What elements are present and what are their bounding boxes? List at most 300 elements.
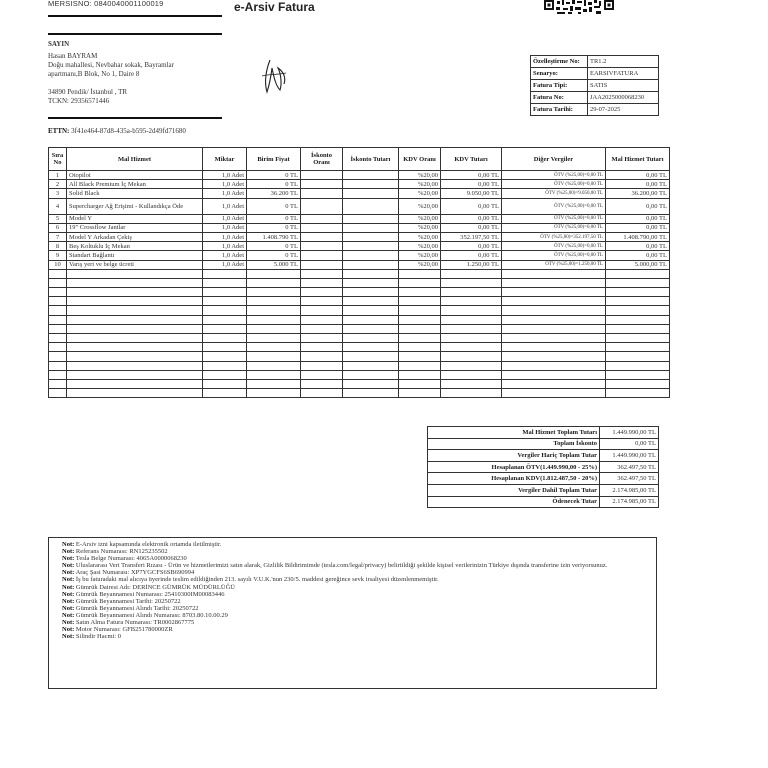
note-prefix: Not: bbox=[62, 619, 75, 627]
row-qty: 1,0 Adet bbox=[203, 180, 247, 189]
col-header-qty: Miktar bbox=[203, 148, 247, 171]
invoice-info-table bbox=[530, 55, 659, 116]
empty-table-row bbox=[49, 343, 670, 352]
empty-cell bbox=[49, 334, 67, 343]
table-row bbox=[49, 189, 670, 198]
row-other-taxes: ÖTV (%25,00)=0,00 TL bbox=[502, 214, 606, 223]
table-row bbox=[49, 251, 670, 260]
mersis-number: MERSISNO: 0840040001100019 bbox=[48, 0, 164, 8]
empty-cell bbox=[203, 361, 247, 370]
row-kdv-amount: 0,00 TL bbox=[441, 171, 502, 180]
empty-cell bbox=[67, 297, 203, 306]
totals-label: Vergiler Dahil Toplam Tutar bbox=[428, 484, 600, 496]
note-prefix: Not: bbox=[62, 569, 75, 577]
table-row bbox=[49, 198, 670, 214]
empty-cell bbox=[502, 297, 606, 306]
empty-cell bbox=[301, 370, 343, 379]
empty-cell bbox=[606, 370, 670, 379]
note-text: Uluslararası Veri Transferi Rızası - Ürün ve hizmetlerimizi satın alarak, Gizlilik Bildirimimde (tesla.com/legal/privacy) belirtildiği şekilde kişisel verilerinizin Türkiye dışında transferine izin veriyorsunuz. bbox=[75, 562, 608, 570]
empty-table-row bbox=[49, 315, 670, 324]
totals-label: Hesaplanan ÖTV(1.449.990,00 - 25%) bbox=[428, 461, 600, 473]
row-no: 10 bbox=[49, 260, 67, 269]
totals-value: 1.449.990,00 TL bbox=[600, 427, 659, 439]
row-kdv-amount: 0,00 TL bbox=[441, 198, 502, 214]
empty-cell bbox=[301, 324, 343, 333]
col-header-item: Mal Hizmet bbox=[67, 148, 203, 171]
row-discount-amount bbox=[343, 260, 399, 269]
empty-cell bbox=[399, 278, 441, 287]
note-line bbox=[49, 619, 656, 626]
row-no: 6 bbox=[49, 223, 67, 232]
row-kdv-rate: %20,00 bbox=[399, 198, 441, 214]
empty-cell bbox=[247, 306, 301, 315]
empty-cell bbox=[49, 324, 67, 333]
empty-cell bbox=[49, 297, 67, 306]
note-line bbox=[49, 598, 656, 605]
empty-cell bbox=[67, 288, 203, 297]
row-no: 2 bbox=[49, 180, 67, 189]
info-row bbox=[531, 104, 659, 116]
info-label: Özelleştirme No: bbox=[531, 56, 588, 68]
info-row bbox=[531, 80, 659, 92]
empty-cell bbox=[441, 278, 502, 287]
row-discount-amount bbox=[343, 251, 399, 260]
totals-value: 1.449.990,00 TL bbox=[600, 450, 659, 462]
row-kdv-rate: %20,00 bbox=[399, 232, 441, 241]
row-qty: 1,0 Adet bbox=[203, 242, 247, 251]
note-line bbox=[49, 541, 656, 548]
totals-value: 362.497,50 TL bbox=[600, 473, 659, 485]
row-discount-amount bbox=[343, 214, 399, 223]
empty-cell bbox=[301, 334, 343, 343]
empty-cell bbox=[441, 361, 502, 370]
empty-cell bbox=[502, 324, 606, 333]
empty-cell bbox=[301, 269, 343, 278]
signature-icon bbox=[258, 56, 288, 96]
row-no: 5 bbox=[49, 214, 67, 223]
row-qty: 1,0 Adet bbox=[203, 223, 247, 232]
row-item-name: Varış yeri ve belge ücreti bbox=[67, 260, 203, 269]
row-other-taxes: ÖTV (%25,00)=0,00 TL bbox=[502, 223, 606, 232]
empty-cell bbox=[67, 278, 203, 287]
row-other-taxes: ÖTV (%25,00)=1.250,00 TL bbox=[502, 260, 606, 269]
empty-cell bbox=[67, 361, 203, 370]
empty-cell bbox=[301, 361, 343, 370]
row-kdv-amount: 0,00 TL bbox=[441, 180, 502, 189]
empty-cell bbox=[203, 269, 247, 278]
row-total: 0,00 TL bbox=[606, 198, 670, 214]
row-item-name: Standart Bağlantı bbox=[67, 251, 203, 260]
empty-cell bbox=[203, 343, 247, 352]
empty-cell bbox=[441, 306, 502, 315]
buyer-top-rule bbox=[48, 33, 222, 35]
empty-cell bbox=[247, 269, 301, 278]
note-text: Motor Numarası: GFB251780000ZR bbox=[75, 626, 173, 634]
empty-cell bbox=[301, 288, 343, 297]
row-total: 0,00 TL bbox=[606, 242, 670, 251]
empty-cell bbox=[203, 288, 247, 297]
empty-cell bbox=[343, 379, 399, 388]
col-header-no: Sıra No bbox=[49, 148, 67, 171]
note-line bbox=[49, 591, 656, 598]
empty-cell bbox=[301, 379, 343, 388]
row-item-name: Solid Black bbox=[67, 189, 203, 198]
note-prefix: Not: bbox=[62, 626, 75, 634]
row-kdv-amount: 0,00 TL bbox=[441, 242, 502, 251]
totals-row bbox=[428, 438, 659, 450]
empty-cell bbox=[441, 315, 502, 324]
empty-cell bbox=[502, 379, 606, 388]
empty-cell bbox=[49, 379, 67, 388]
buyer-salutation: SAYIN bbox=[48, 40, 70, 48]
empty-cell bbox=[343, 334, 399, 343]
empty-cell bbox=[49, 269, 67, 278]
row-unit-price: 0 TL bbox=[247, 214, 301, 223]
empty-cell bbox=[247, 352, 301, 361]
empty-cell bbox=[502, 389, 606, 398]
empty-cell bbox=[49, 343, 67, 352]
empty-cell bbox=[441, 343, 502, 352]
empty-cell bbox=[606, 269, 670, 278]
row-other-taxes: ÖTV (%25,00)=0,00 TL bbox=[502, 180, 606, 189]
info-row bbox=[531, 92, 659, 104]
empty-cell bbox=[301, 352, 343, 361]
row-discount-amount bbox=[343, 189, 399, 198]
note-prefix: Not: bbox=[62, 541, 75, 548]
row-total: 5.000,00 TL bbox=[606, 260, 670, 269]
info-label: Senaryo: bbox=[531, 68, 588, 80]
empty-cell bbox=[399, 288, 441, 297]
empty-cell bbox=[441, 334, 502, 343]
totals-value: 0,00 TL bbox=[600, 438, 659, 450]
totals-value: 2.174.985,00 TL bbox=[600, 484, 659, 496]
empty-cell bbox=[247, 334, 301, 343]
empty-cell bbox=[301, 278, 343, 287]
empty-table-row bbox=[49, 297, 670, 306]
row-kdv-rate: %20,00 bbox=[399, 251, 441, 260]
row-kdv-rate: %20,00 bbox=[399, 242, 441, 251]
empty-cell bbox=[203, 352, 247, 361]
note-line bbox=[49, 626, 656, 633]
empty-cell bbox=[606, 306, 670, 315]
empty-cell bbox=[203, 324, 247, 333]
row-total: 0,00 TL bbox=[606, 180, 670, 189]
note-text: Gümrük Beyannamesi Numarası: 25410300IM00083446 bbox=[75, 590, 225, 598]
note-text: Araç Şasi Numarası: XP7YGCFS6SB690994 bbox=[75, 569, 195, 577]
row-kdv-rate: %20,00 bbox=[399, 171, 441, 180]
info-label: Fatura Tipi: bbox=[531, 80, 588, 92]
row-other-taxes: ÖTV (%25,00)=9.050,00 TL bbox=[502, 189, 606, 198]
row-unit-price: 0 TL bbox=[247, 198, 301, 214]
empty-cell bbox=[343, 297, 399, 306]
row-kdv-amount: 0,00 TL bbox=[441, 214, 502, 223]
empty-cell bbox=[301, 389, 343, 398]
totals-row bbox=[428, 484, 659, 496]
empty-cell bbox=[67, 334, 203, 343]
note-prefix: Not: bbox=[62, 562, 75, 570]
note-line bbox=[49, 612, 656, 619]
empty-cell bbox=[203, 334, 247, 343]
empty-cell bbox=[441, 352, 502, 361]
empty-cell bbox=[502, 278, 606, 287]
empty-table-row bbox=[49, 379, 670, 388]
empty-cell bbox=[67, 306, 203, 315]
totals-value: 362.497,50 TL bbox=[600, 461, 659, 473]
empty-cell bbox=[343, 343, 399, 352]
row-item-name: Otopilot bbox=[67, 171, 203, 180]
empty-cell bbox=[247, 278, 301, 287]
row-discount-rate bbox=[301, 214, 343, 223]
row-kdv-amount: 1.250,00 TL bbox=[441, 260, 502, 269]
col-header-other-taxes: Diğer Vergiler bbox=[502, 148, 606, 171]
row-total: 36.200,00 TL bbox=[606, 189, 670, 198]
table-row bbox=[49, 242, 670, 251]
empty-cell bbox=[343, 288, 399, 297]
empty-cell bbox=[247, 315, 301, 324]
row-kdv-rate: %20,00 bbox=[399, 189, 441, 198]
empty-cell bbox=[606, 315, 670, 324]
empty-cell bbox=[441, 389, 502, 398]
row-discount-amount bbox=[343, 180, 399, 189]
items-table bbox=[48, 147, 670, 398]
note-line bbox=[49, 548, 656, 555]
row-no: 4 bbox=[49, 198, 67, 214]
empty-cell bbox=[203, 315, 247, 324]
empty-cell bbox=[343, 315, 399, 324]
row-discount-rate bbox=[301, 251, 343, 260]
row-item-name: Model Y bbox=[67, 214, 203, 223]
col-header-kdv-rate: KDV Oranı bbox=[399, 148, 441, 171]
empty-cell bbox=[502, 370, 606, 379]
empty-cell bbox=[301, 306, 343, 315]
note-prefix: Not: bbox=[62, 611, 75, 619]
note-line bbox=[49, 562, 656, 569]
info-value: JAA2025000068230 bbox=[588, 92, 659, 104]
empty-cell bbox=[67, 389, 203, 398]
table-row bbox=[49, 223, 670, 232]
empty-cell bbox=[247, 361, 301, 370]
table-row bbox=[49, 180, 670, 189]
info-value: EARSIVFATURA bbox=[588, 68, 659, 80]
row-other-taxes: ÖTV (%25,00)=0,00 TL bbox=[502, 171, 606, 180]
note-prefix: Not: bbox=[62, 548, 75, 556]
row-total: 0,00 TL bbox=[606, 223, 670, 232]
empty-cell bbox=[399, 315, 441, 324]
note-text: E-Arsiv izni kapsamında elektronik ortamda iletilmiştir. bbox=[75, 541, 222, 548]
totals-label: Hesaplanan KDV(1.812.487,50 - 20%) bbox=[428, 473, 600, 485]
note-text: Gümrük Beyannamesi Tarihi: 20250722 bbox=[75, 597, 181, 605]
buyer-bottom-rule bbox=[48, 117, 222, 119]
row-item-name: All Black Premium İç Mekan bbox=[67, 180, 203, 189]
col-header-discount-rate: İskonto Oranı bbox=[301, 148, 343, 171]
totals-row bbox=[428, 427, 659, 439]
buyer-tckn: TCKN: 29356571446 bbox=[48, 97, 110, 105]
col-header-kdv-amount: KDV Tutarı bbox=[441, 148, 502, 171]
empty-cell bbox=[343, 306, 399, 315]
empty-cell bbox=[502, 269, 606, 278]
note-prefix: Not: bbox=[62, 597, 75, 605]
empty-cell bbox=[606, 389, 670, 398]
buyer-address-line-1: Doğu mahallesi, Nevbahar sokak, Bayramlar bbox=[48, 61, 174, 69]
row-qty: 1,0 Adet bbox=[203, 260, 247, 269]
empty-cell bbox=[606, 297, 670, 306]
row-unit-price: 0 TL bbox=[247, 171, 301, 180]
empty-cell bbox=[67, 269, 203, 278]
empty-cell bbox=[399, 370, 441, 379]
empty-cell bbox=[49, 315, 67, 324]
notes-box bbox=[48, 537, 657, 689]
row-other-taxes: ÖTV (%25,00)=0,00 TL bbox=[502, 242, 606, 251]
row-kdv-amount: 352.197,50 TL bbox=[441, 232, 502, 241]
empty-cell bbox=[502, 334, 606, 343]
row-qty: 1,0 Adet bbox=[203, 198, 247, 214]
empty-cell bbox=[203, 370, 247, 379]
empty-table-row bbox=[49, 389, 670, 398]
col-header-total: Mal Hizmet Tutarı bbox=[606, 148, 670, 171]
row-discount-amount bbox=[343, 232, 399, 241]
empty-cell bbox=[247, 389, 301, 398]
info-row bbox=[531, 56, 659, 68]
row-discount-amount bbox=[343, 171, 399, 180]
note-prefix: Not: bbox=[62, 604, 75, 612]
ettn bbox=[48, 127, 186, 135]
buyer-name: Hasan BAYRAM bbox=[48, 52, 98, 60]
totals-row bbox=[428, 461, 659, 473]
empty-cell bbox=[247, 343, 301, 352]
empty-cell bbox=[49, 278, 67, 287]
empty-table-row bbox=[49, 278, 670, 287]
empty-cell bbox=[343, 269, 399, 278]
note-prefix: Not: bbox=[62, 555, 75, 563]
row-unit-price: 0 TL bbox=[247, 251, 301, 260]
empty-cell bbox=[441, 269, 502, 278]
row-discount-rate bbox=[301, 180, 343, 189]
table-row bbox=[49, 171, 670, 180]
empty-cell bbox=[343, 278, 399, 287]
empty-cell bbox=[203, 306, 247, 315]
items-header-row bbox=[49, 148, 670, 171]
empty-cell bbox=[606, 334, 670, 343]
info-value: 29-07-2025 bbox=[588, 104, 659, 116]
row-qty: 1,0 Adet bbox=[203, 232, 247, 241]
row-item-name: Model Y Arkadan Çekiş bbox=[67, 232, 203, 241]
table-row bbox=[49, 232, 670, 241]
note-prefix: Not: bbox=[62, 583, 75, 591]
note-text: Silindir Hacmi: 0 bbox=[75, 633, 122, 641]
note-text: Gümrük Dairesi Adı: DERİNCE GÜMRÜK MÜDÜRLÜĞÜ bbox=[75, 583, 235, 591]
totals-label: Vergiler Hariç Toplam Tutar bbox=[428, 450, 600, 462]
empty-cell bbox=[67, 324, 203, 333]
empty-cell bbox=[203, 278, 247, 287]
row-other-taxes: ÖTV (%25,00)=0,00 TL bbox=[502, 251, 606, 260]
row-discount-rate bbox=[301, 189, 343, 198]
empty-cell bbox=[441, 324, 502, 333]
empty-cell bbox=[49, 389, 67, 398]
empty-table-row bbox=[49, 361, 670, 370]
note-text: Gümrük Beyannamesi Alındı Tarihi: 20250722 bbox=[75, 604, 199, 612]
row-discount-amount bbox=[343, 223, 399, 232]
qr-code-icon bbox=[544, 0, 616, 14]
row-kdv-rate: %20,00 bbox=[399, 214, 441, 223]
empty-table-row bbox=[49, 269, 670, 278]
row-total: 0,00 TL bbox=[606, 251, 670, 260]
row-kdv-rate: %20,00 bbox=[399, 223, 441, 232]
buyer-city: 34890 Pendik/ İstanbul , TR bbox=[48, 88, 128, 96]
empty-cell bbox=[502, 306, 606, 315]
empty-cell bbox=[399, 297, 441, 306]
empty-cell bbox=[606, 352, 670, 361]
row-kdv-rate: %20,00 bbox=[399, 260, 441, 269]
empty-cell bbox=[606, 343, 670, 352]
row-discount-amount bbox=[343, 198, 399, 214]
row-unit-price: 0 TL bbox=[247, 223, 301, 232]
empty-cell bbox=[502, 361, 606, 370]
note-line bbox=[49, 555, 656, 562]
row-unit-price: 5.000 TL bbox=[247, 260, 301, 269]
empty-cell bbox=[247, 370, 301, 379]
ettn-label: ETTN: bbox=[48, 127, 70, 135]
empty-cell bbox=[606, 324, 670, 333]
empty-cell bbox=[49, 352, 67, 361]
buyer-block bbox=[48, 40, 248, 106]
row-kdv-rate: %20,00 bbox=[399, 180, 441, 189]
empty-cell bbox=[343, 324, 399, 333]
empty-cell bbox=[502, 288, 606, 297]
empty-cell bbox=[203, 297, 247, 306]
empty-table-row bbox=[49, 352, 670, 361]
row-qty: 1,0 Adet bbox=[203, 214, 247, 223]
empty-cell bbox=[343, 361, 399, 370]
row-kdv-amount: 0,00 TL bbox=[441, 251, 502, 260]
table-row bbox=[49, 260, 670, 269]
empty-cell bbox=[441, 370, 502, 379]
row-discount-rate bbox=[301, 260, 343, 269]
empty-cell bbox=[301, 297, 343, 306]
totals-label: Toplam İskonto bbox=[428, 438, 600, 450]
totals-label: Ödenecek Tutar bbox=[428, 496, 600, 508]
row-discount-rate bbox=[301, 171, 343, 180]
row-total: 0,00 TL bbox=[606, 171, 670, 180]
empty-cell bbox=[441, 379, 502, 388]
table-row bbox=[49, 214, 670, 223]
info-value: SATIS bbox=[588, 80, 659, 92]
row-kdv-amount: 9.050,00 TL bbox=[441, 189, 502, 198]
info-value: TR1.2 bbox=[588, 56, 659, 68]
empty-cell bbox=[441, 297, 502, 306]
empty-cell bbox=[203, 389, 247, 398]
empty-cell bbox=[606, 361, 670, 370]
info-row bbox=[531, 68, 659, 80]
note-text: Tesla Belge Numarası: 4065A0000068230 bbox=[75, 555, 187, 563]
row-item-name: Supercharger Ağ Erişimi - Kullandıkça Öde bbox=[67, 198, 203, 214]
row-no: 8 bbox=[49, 242, 67, 251]
empty-cell bbox=[247, 297, 301, 306]
info-label: Fatura Tarihi: bbox=[531, 104, 588, 116]
row-other-taxes: ÖTV (%25,00)=0,00 TL bbox=[502, 198, 606, 214]
empty-cell bbox=[67, 352, 203, 361]
empty-cell bbox=[399, 343, 441, 352]
empty-cell bbox=[67, 379, 203, 388]
note-line bbox=[49, 584, 656, 591]
empty-cell bbox=[399, 379, 441, 388]
empty-cell bbox=[301, 315, 343, 324]
row-other-taxes: ÖTV (%25,00)=352.197,50 TL bbox=[502, 232, 606, 241]
note-text: Referans Numarası: RN125235502 bbox=[75, 548, 168, 556]
empty-cell bbox=[399, 269, 441, 278]
document-title: e-Arsiv Fatura bbox=[234, 0, 315, 14]
empty-table-row bbox=[49, 288, 670, 297]
empty-cell bbox=[399, 306, 441, 315]
